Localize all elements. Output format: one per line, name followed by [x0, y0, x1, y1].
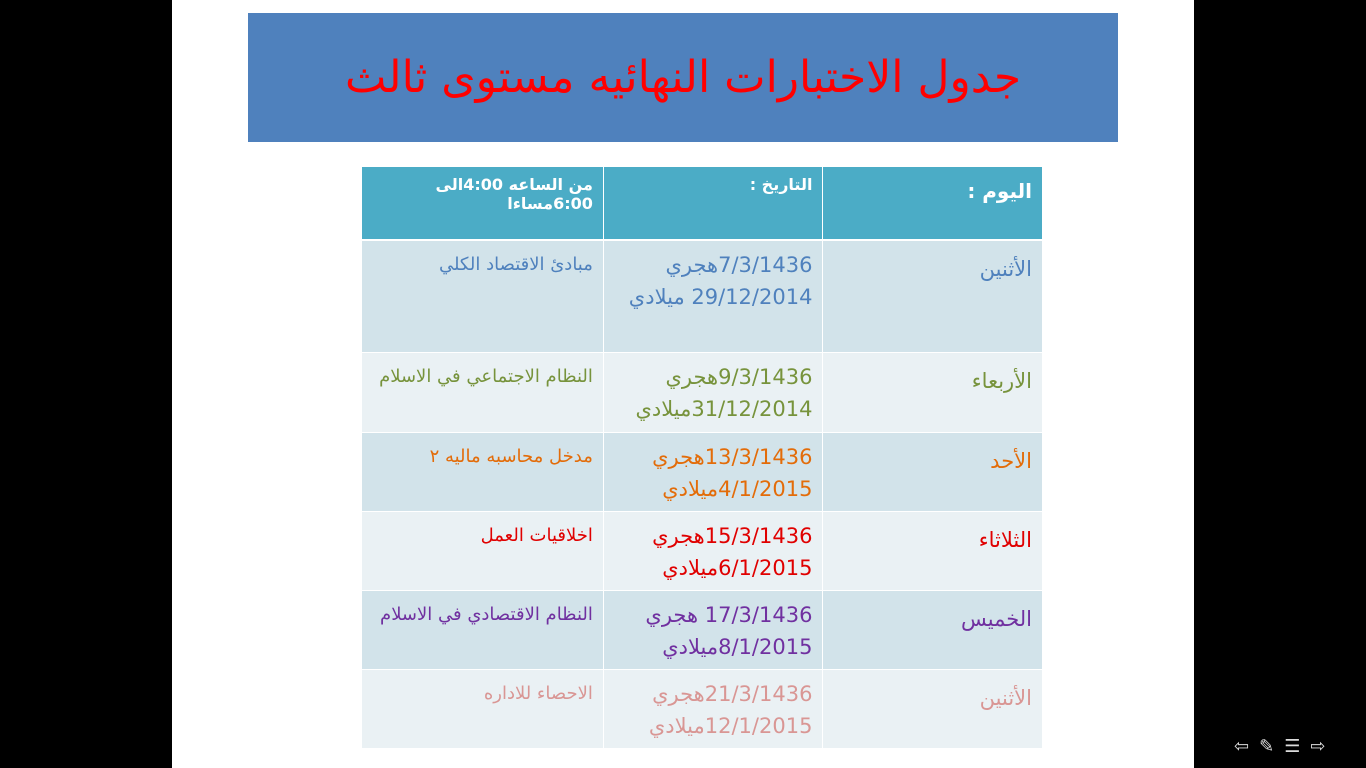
schedule-table — [361, 167, 1043, 749]
pen-icon[interactable]: ✎ — [1259, 736, 1275, 757]
cell-course: مبادئ الاقتصاد الكلي — [362, 240, 604, 352]
cell-day: الثلاثاء — [823, 511, 1043, 590]
arrow-left-icon[interactable]: ⇦ — [1234, 736, 1250, 757]
slide — [172, 0, 1326, 768]
date-gregorian: 4/1/2015ميلادي — [662, 476, 813, 501]
header-day: اليوم : — [823, 167, 1043, 240]
cell-date — [603, 432, 823, 511]
cell-day: الأثنين — [823, 240, 1043, 352]
date-hijri: 17/3/1436 هجري — [645, 602, 813, 627]
header-date: التاريخ : — [603, 167, 823, 240]
table-header-row — [362, 167, 1043, 240]
cell-course: النظام الاقتصادي في الاسلام — [362, 590, 604, 669]
date-hijri: 15/3/1436هجري — [652, 523, 813, 548]
cell-date — [603, 511, 823, 590]
cell-date — [603, 352, 823, 432]
title-banner — [248, 13, 1118, 142]
date-gregorian: 12/1/2015ميلادي — [648, 713, 813, 738]
cell-course: النظام الاجتماعي في الاسلام — [362, 352, 604, 432]
slideshow-nav — [1234, 736, 1325, 757]
cell-course: اخلاقيات العمل — [362, 511, 604, 590]
cell-day: الأربعاء — [823, 352, 1043, 432]
cell-day: الأثنين — [823, 669, 1043, 748]
cell-day: الأحد — [823, 432, 1043, 511]
date-gregorian: 6/1/2015ميلادي — [662, 555, 813, 580]
cell-course: مدخل محاسبه ماليه ٢ — [362, 432, 604, 511]
table-row — [362, 511, 1043, 590]
table-row — [362, 669, 1043, 748]
date-hijri: 7/3/1436هجري — [665, 253, 813, 277]
date-hijri: 9/3/1436هجري — [665, 364, 813, 389]
header-time: من الساعه 4:00الى 6:00مساءا — [362, 167, 604, 240]
arrow-right-icon[interactable]: ⇨ — [1310, 736, 1326, 757]
date-hijri: 13/3/1436هجري — [652, 444, 813, 469]
date-hijri: 21/3/1436هجري — [652, 681, 813, 706]
cell-course: الاحصاء للاداره — [362, 669, 604, 748]
table-row — [362, 240, 1043, 352]
slide-title: جدول الاختبارات النهائيه مستوى ثالث — [344, 52, 1022, 103]
date-gregorian: 31/12/2014ميلادي — [635, 396, 813, 421]
date-gregorian: 8/1/2015ميلادي — [662, 634, 813, 659]
table-row — [362, 352, 1043, 432]
cell-date — [603, 240, 823, 352]
table-row — [362, 432, 1043, 511]
cell-date — [603, 669, 823, 748]
cell-date — [603, 590, 823, 669]
menu-icon[interactable]: ☰ — [1284, 736, 1301, 757]
date-gregorian: 29/12/2014 ميلادي — [628, 285, 813, 309]
cell-day: الخميس — [823, 590, 1043, 669]
table-row — [362, 590, 1043, 669]
